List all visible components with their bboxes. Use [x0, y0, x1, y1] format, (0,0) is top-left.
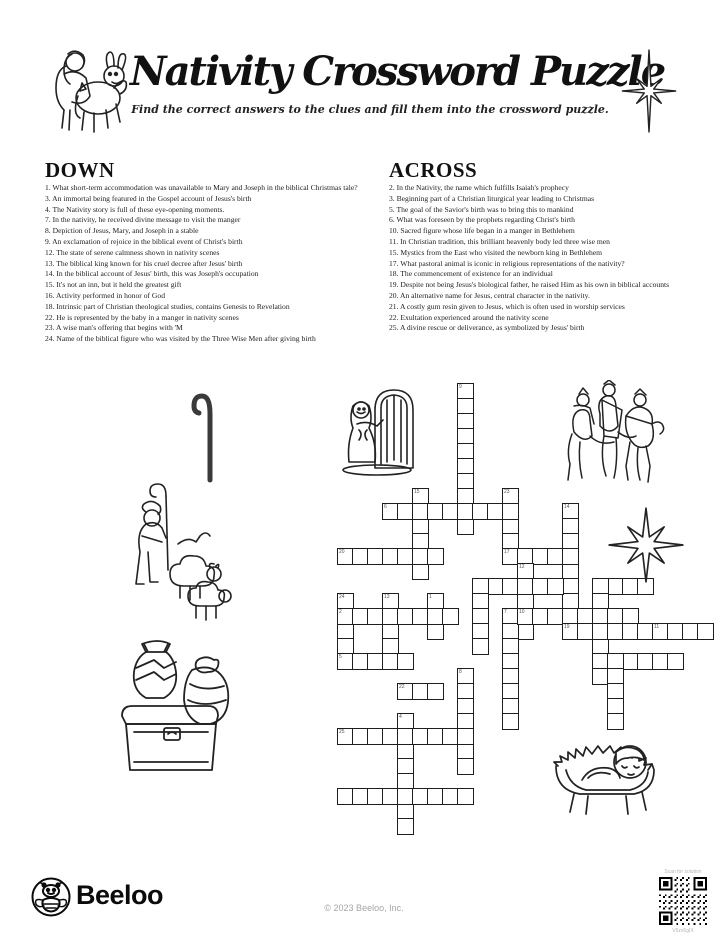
across-heading: ACROSS [389, 158, 478, 182]
crossword-cell[interactable] [502, 713, 519, 730]
cell-number: 15 [414, 488, 420, 495]
clue-item: 21. A costly gum resin given to Jesus, which is often used in worship services [389, 301, 625, 311]
qr-code[interactable] [659, 877, 707, 925]
bethlehem-star-illustration [618, 48, 680, 134]
cell-number: 24 [339, 593, 345, 600]
clue-item: 14. In the biblical account of Jesus' birth, this was Joseph's occupation [45, 269, 259, 279]
clue-item: 18. The commencement of existence for an individual [389, 269, 553, 279]
clue-item: 17. What pastoral animal is iconic in religious representations of the nativity? [389, 258, 625, 268]
clue-item: 16. Activity performed in honor of God [45, 290, 166, 300]
crossword-cell[interactable] [457, 788, 474, 805]
clue-item: 9. An exclamation of rejoice in the biblical event of Christ's birth [45, 236, 243, 246]
cell-number: 14 [564, 503, 570, 510]
shepherd-and-sheep-illustration [122, 478, 238, 630]
stained-glass-figure-illustration [333, 384, 421, 476]
crossword-cell[interactable] [562, 548, 579, 565]
clue-item: 15. Mystics from the East who visited the newborn king in Bethlehem [389, 247, 603, 257]
clue-item: 3. Beginning part of a Christian liturgical year leading to Christmas [389, 193, 595, 203]
cell-number: 19 [564, 623, 570, 630]
cell-number: 4 [399, 713, 402, 720]
clue-item: 24. Name of the biblical figure who was visited by the Three Wise Men after giving birth [45, 334, 316, 344]
cell-number: 5 [339, 653, 342, 660]
clue-item: 19. Despite not being Jesus's biological father, he raised Him as his own in biblical accounts [389, 280, 670, 290]
clue-item: 11. In Christian tradition, this brilliant heavenly body led three wise men [389, 236, 610, 246]
clue-item: 1. What short-term accommodation was unavailable to Mary and Joseph in the biblical Christmas tale? [45, 183, 358, 192]
cell-number: 13 [384, 593, 390, 600]
cell-number: 1 [429, 593, 432, 600]
cell-number: 11 [654, 623, 660, 630]
cell-number: 7 [504, 608, 507, 615]
cell-number: 17 [504, 548, 510, 555]
crossword-cell[interactable] [412, 563, 429, 580]
cell-number: 23 [504, 488, 510, 495]
crossword-cell[interactable] [667, 653, 684, 670]
clue-item: 7. In the nativity, he received divine message to visit the manger [45, 215, 241, 225]
eight-point-star-illustration [608, 502, 684, 588]
crossword-cell[interactable] [427, 548, 444, 565]
crossword-cell[interactable] [457, 758, 474, 775]
clue-item: 25. A divine rescue or deliverance, as symbolized by Jesus' birth [389, 323, 585, 333]
clue-item: 6. What was foreseen by the prophets regarding Christ's birth [389, 215, 575, 225]
crossword-cell[interactable] [517, 623, 534, 640]
clue-item: 22. Exultation experienced around the nativity scene [389, 312, 549, 322]
clue-item: 18. Intrinsic part of Christian theological studies, contains Genesis to Revelation [45, 301, 290, 311]
clue-item: 22. He is represented by the baby in a manger in nativity scenes [45, 312, 239, 322]
cell-number: 9 [459, 383, 462, 390]
clue-item: 4. The Nativity story is full of these eye-opening moments. [45, 204, 225, 214]
brand-name: Beeloo [76, 880, 164, 910]
qr-scan-label: Scan for solution [664, 869, 702, 875]
crossword-cell[interactable] [547, 578, 564, 595]
baby-in-manger-illustration [542, 722, 668, 818]
cell-number: 20 [339, 548, 345, 555]
crossword-cell[interactable] [427, 683, 444, 700]
crossword-cell[interactable] [427, 623, 444, 640]
cell-number: 8 [459, 668, 462, 675]
qr-id-label: V6zv6gIX [672, 928, 694, 934]
cell-number: 25 [339, 728, 345, 735]
clue-item: 23. A wise man's offering that begins with 'M [45, 323, 183, 333]
across-clue-list [389, 183, 719, 334]
down-heading: DOWN [45, 158, 115, 182]
clue-item: 12. The state of serene calmness shown in nativity scenes [45, 247, 220, 257]
clue-item: 15. It's not an inn, but it held the greatest gift [45, 280, 182, 290]
wise-men-camels-illustration [560, 380, 670, 492]
crossword-cell[interactable] [457, 518, 474, 535]
gifts-illustration [104, 628, 256, 780]
page-title: Nativity Crossword Puzzle [130, 48, 665, 95]
clue-item: 20. An alternative name for Jesus, central character in the nativity. [389, 290, 590, 300]
crossword-cell[interactable] [472, 638, 489, 655]
clue-item: 5. The goal of the Savior's birth was to bring this to mankind [389, 204, 574, 214]
clue-item: 13. The biblical king known for his cruel decree after Jesus' birth [45, 258, 243, 268]
crossword-cell[interactable] [397, 818, 414, 835]
mary-on-donkey-illustration [42, 40, 130, 140]
cell-number: 12 [519, 563, 525, 570]
down-clue-list [45, 183, 377, 345]
clue-item: 3. An immortal being featured in the Gospel account of Jesus's birth [45, 193, 252, 203]
cell-number: 22 [399, 683, 405, 690]
shepherds-crook-illustration [188, 388, 222, 484]
crossword-cell[interactable] [457, 728, 474, 745]
cell-number: 10 [519, 608, 525, 615]
cell-number: 2 [339, 608, 342, 615]
clue-item: 2. In the Nativity, the name which fulfills Isaiah's prophecy [389, 183, 569, 192]
clue-item: 10. Sacred figure whose life began in a manger in Bethlehem [389, 226, 575, 236]
crossword-cell[interactable] [442, 608, 459, 625]
crossword-cell[interactable] [697, 623, 714, 640]
cell-number: 6 [384, 503, 387, 510]
crossword-cell[interactable] [397, 653, 414, 670]
crossword-cell[interactable] [502, 503, 519, 520]
copyright-text: © 2023 Beeloo, Inc. [324, 903, 404, 913]
page-subtitle: Find the correct answers to the clues and fill them into the crossword puzzle. [131, 103, 609, 116]
clue-item: 8. Depiction of Jesus, Mary, and Joseph in a stable [45, 226, 199, 236]
